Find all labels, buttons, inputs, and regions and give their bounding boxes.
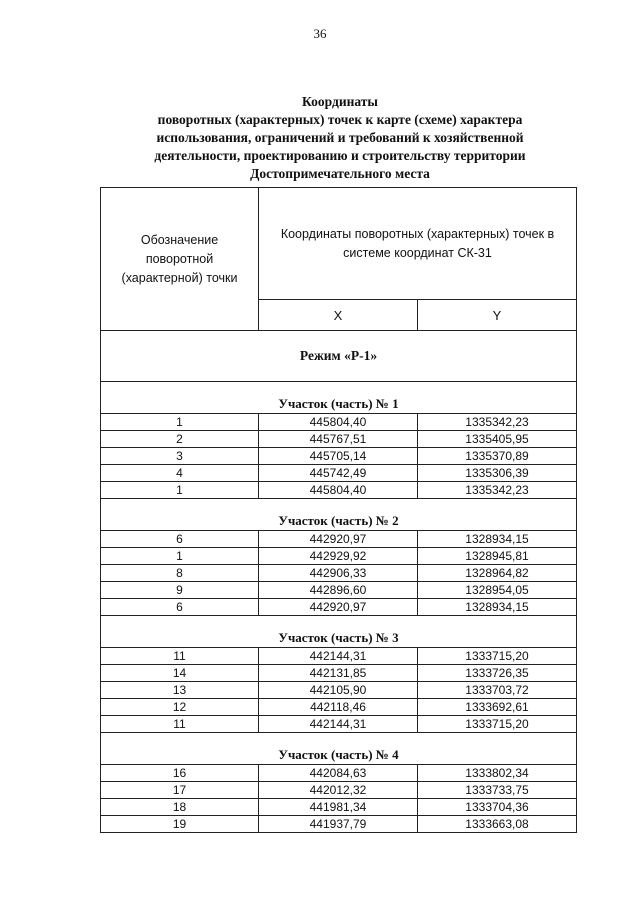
cell-point: 17: [101, 782, 259, 799]
cell-y: 1333715,20: [418, 648, 577, 665]
table-row: [101, 548, 577, 565]
document-title: [100, 93, 580, 183]
cell-point: 11: [101, 648, 259, 665]
header-coords-line: системе координат СК-31: [343, 245, 492, 260]
header-label-line: поворотной: [145, 251, 214, 266]
cell-y: 1335405,95: [418, 431, 577, 448]
table-row: [101, 816, 577, 833]
title-line: поворотных (характерных) точек к карте (схеме) характера: [157, 112, 523, 127]
cell-y: 1328964,82: [418, 565, 577, 582]
title-line: Координаты: [302, 94, 378, 109]
cell-point: 6: [101, 599, 259, 616]
header-label-line: Обозначение: [140, 232, 219, 247]
cell-point: 19: [101, 816, 259, 833]
cell-y: 1328945,81: [418, 548, 577, 565]
cell-point: 1: [101, 414, 259, 431]
cell-y: 1333733,75: [418, 782, 577, 799]
cell-point: 8: [101, 565, 259, 582]
cell-point: 11: [101, 716, 259, 733]
cell-x: 442920,97: [259, 599, 418, 616]
cell-y: 1328934,15: [418, 599, 577, 616]
header-y: Y: [418, 300, 577, 331]
cell-point: 6: [101, 531, 259, 548]
cell-x: 442131,85: [259, 665, 418, 682]
cell-x: 445804,40: [259, 482, 418, 499]
cell-y: 1333715,20: [418, 716, 577, 733]
cell-y: 1333704,36: [418, 799, 577, 816]
cell-y: 1335342,23: [418, 414, 577, 431]
cell-point: 2: [101, 431, 259, 448]
cell-y: 1333692,61: [418, 699, 577, 716]
cell-x: 442144,31: [259, 648, 418, 665]
table-row: [101, 465, 577, 482]
table-row: [101, 699, 577, 716]
table-row: [101, 648, 577, 665]
cell-point: 14: [101, 665, 259, 682]
cell-point: 18: [101, 799, 259, 816]
table-row: [101, 482, 577, 499]
cell-x: 445767,51: [259, 431, 418, 448]
regime-title: Режим «Р-1»: [101, 331, 577, 382]
table-row: [101, 665, 577, 682]
cell-y: 1328954,05: [418, 582, 577, 599]
section-title: Участок (часть) № 2: [101, 499, 577, 531]
cell-y: 1333663,08: [418, 816, 577, 833]
cell-y: 1335342,23: [418, 482, 577, 499]
cell-point: 4: [101, 465, 259, 482]
cell-point: 13: [101, 682, 259, 699]
cell-y: 1328934,15: [418, 531, 577, 548]
cell-y: 1335306,39: [418, 465, 577, 482]
title-line: использования, ограничений и требований к хозяйственной: [156, 130, 524, 145]
section-title: Участок (часть) № 3: [101, 616, 577, 648]
table-row: [101, 448, 577, 465]
cell-y: 1333726,35: [418, 665, 577, 682]
cell-x: 442118,46: [259, 699, 418, 716]
table-row: [101, 765, 577, 782]
cell-point: 12: [101, 699, 259, 716]
header-x: X: [259, 300, 418, 331]
title-line: деятельности, проектированию и строительству территории: [154, 148, 526, 163]
cell-x: 442084,63: [259, 765, 418, 782]
cell-x: 445705,14: [259, 448, 418, 465]
cell-x: 442896,60: [259, 582, 418, 599]
cell-x: 445742,49: [259, 465, 418, 482]
cell-x: 442929,92: [259, 548, 418, 565]
title-line: Достопримечательного места: [250, 166, 430, 181]
cell-x: 442012,32: [259, 782, 418, 799]
cell-y: 1333802,34: [418, 765, 577, 782]
table-row: [101, 782, 577, 799]
table-row: [101, 582, 577, 599]
section-title: Участок (часть) № 1: [101, 382, 577, 414]
cell-point: 16: [101, 765, 259, 782]
table-row: [101, 682, 577, 699]
page-number: 36: [313, 26, 327, 41]
cell-x: 442105,90: [259, 682, 418, 699]
table-row: [101, 799, 577, 816]
cell-point: 3: [101, 448, 259, 465]
cell-point: 9: [101, 582, 259, 599]
cell-x: 442920,97: [259, 531, 418, 548]
header-point-designation: [101, 188, 259, 331]
table-row: [101, 716, 577, 733]
table-row: [101, 599, 577, 616]
table-row: [101, 531, 577, 548]
coordinates-table: [100, 187, 577, 833]
cell-y: 1335370,89: [418, 448, 577, 465]
cell-point: 1: [101, 482, 259, 499]
section-title: Участок (часть) № 4: [101, 733, 577, 765]
cell-x: 442906,33: [259, 565, 418, 582]
cell-x: 442144,31: [259, 716, 418, 733]
table-row: [101, 565, 577, 582]
header-label-line: (характерной) точки: [121, 270, 238, 285]
table-row: [101, 414, 577, 431]
cell-x: 441937,79: [259, 816, 418, 833]
table-row: [101, 431, 577, 448]
cell-point: 1: [101, 548, 259, 565]
header-coordinates: [259, 188, 577, 300]
cell-x: 445804,40: [259, 414, 418, 431]
cell-x: 441981,34: [259, 799, 418, 816]
cell-y: 1333703,72: [418, 682, 577, 699]
header-coords-line: Координаты поворотных (характерных) точек в: [280, 226, 555, 241]
